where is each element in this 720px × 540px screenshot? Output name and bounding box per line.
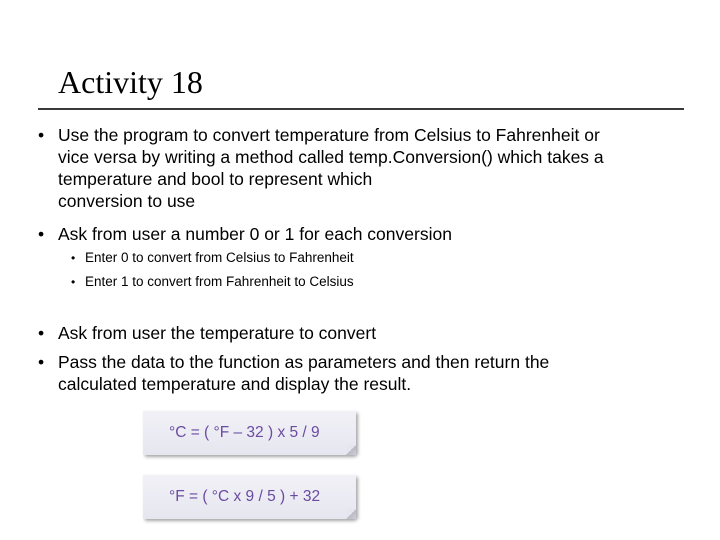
bullet-item-conversion-task: [38, 124, 604, 212]
bullet-line: vice versa by writing a method called temp.Conversion() which takes a: [58, 147, 604, 167]
sub-bullet-enter-0: [71, 247, 354, 269]
page-curl-decoration: [346, 509, 356, 519]
bullet-item-ask-temperature: [38, 322, 377, 344]
title-divider: [38, 108, 684, 110]
bullet-line: Use the program to convert temperature from Celsius to Fahrenheit or: [58, 125, 600, 145]
sub-bullet-marker: •: [71, 251, 76, 265]
bullet-line: temperature and bool to represent which: [58, 169, 373, 189]
sub-bullet-text: Enter 0 to convert from Celsius to Fahrenheit: [85, 250, 354, 265]
bullet-line: Pass the data to the function as parameters and then return the: [58, 352, 550, 372]
bullet-marker: •: [38, 224, 45, 244]
formula-fahrenheit-text: °F = ( °C x 9 / 5 ) + 32: [169, 488, 321, 505]
formula-fahrenheit-card: [143, 475, 356, 519]
slide-title: Activity 18: [58, 64, 203, 100]
formula-celsius-text: °C = ( °F – 32 ) x 5 / 9: [169, 424, 320, 441]
formula-celsius-card: [143, 411, 356, 455]
bullet-line: conversion to use: [58, 191, 196, 211]
sub-bullet-text: Enter 1 to convert from Fahrenheit to Celsius: [85, 274, 354, 289]
sub-bullet-marker: •: [71, 275, 76, 289]
bullet-marker: •: [38, 323, 45, 343]
page-curl-decoration: [346, 445, 356, 455]
bullet-item-pass-data: [38, 351, 550, 395]
bullet-marker: •: [38, 352, 45, 372]
bullet-item-ask-number: [38, 223, 452, 245]
bullet-marker: •: [38, 125, 45, 145]
bullet-line: Ask from user a number 0 or 1 for each conversion: [58, 224, 452, 244]
bullet-line: calculated temperature and display the result.: [58, 374, 412, 394]
sub-bullet-enter-1: [71, 271, 354, 293]
bullet-line: Ask from user the temperature to convert: [58, 323, 377, 343]
